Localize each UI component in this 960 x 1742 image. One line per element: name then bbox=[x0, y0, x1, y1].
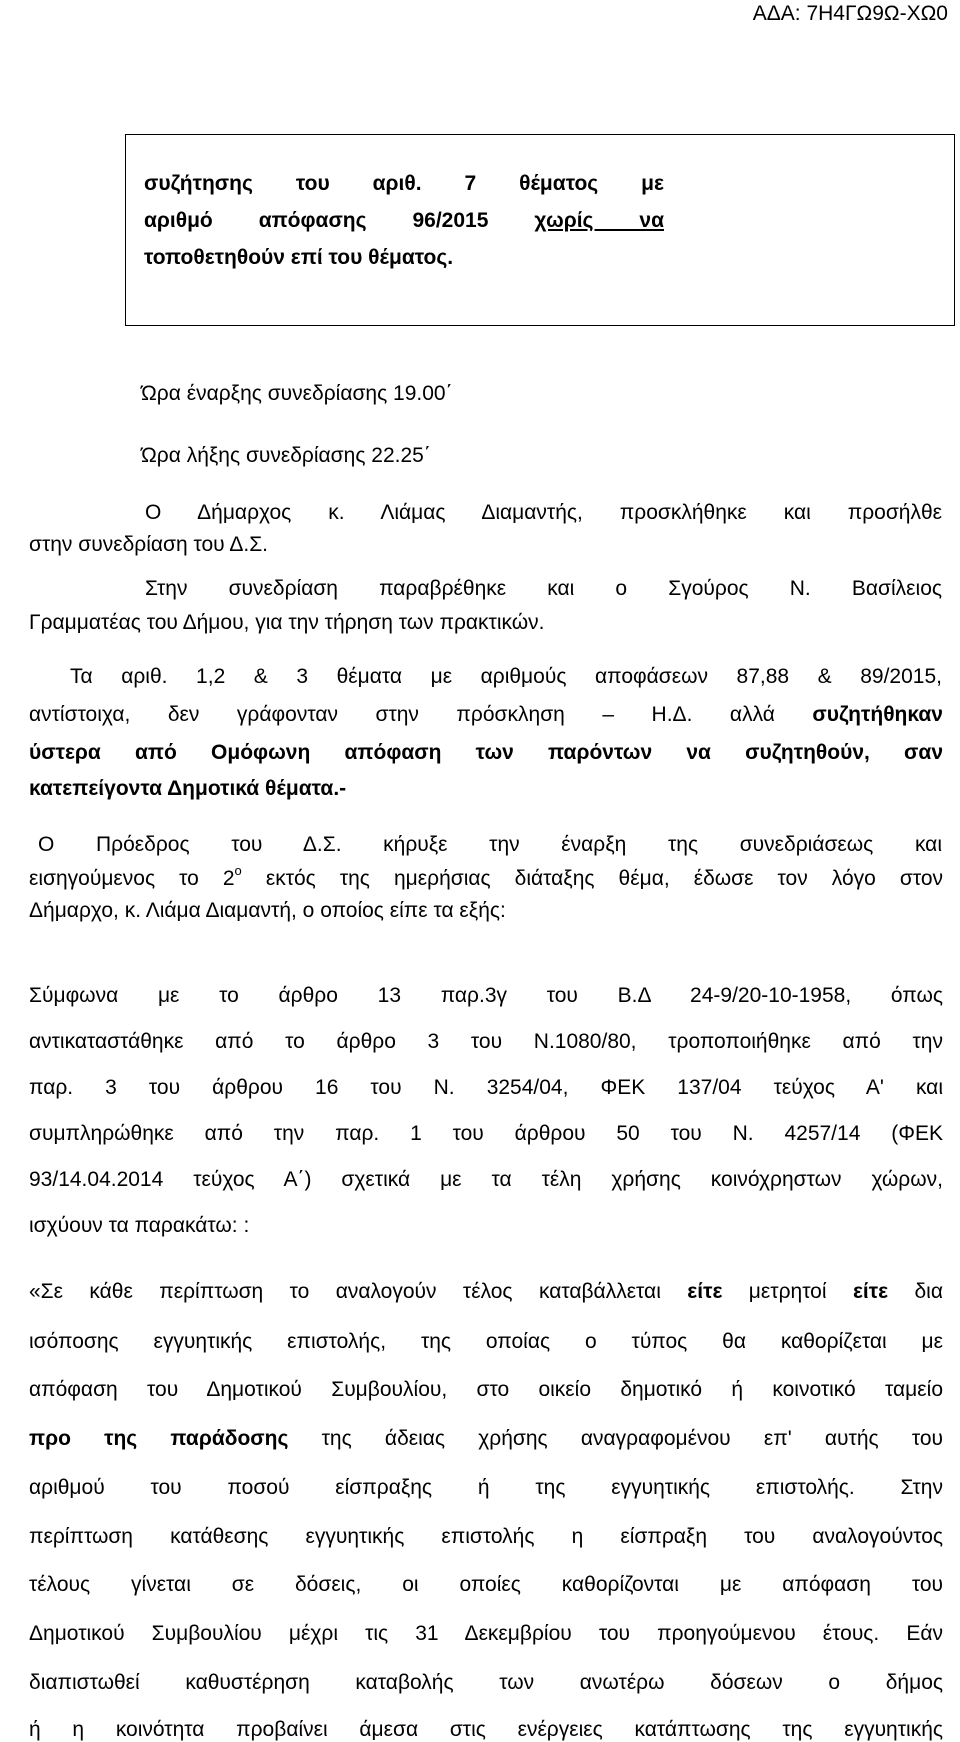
paragraph-line: απόφαση του Δημοτικού Συμβουλίου, στο οικείο δημοτικό ή κοινοτικό ταμείο bbox=[29, 1378, 943, 1401]
text-span: εισηγούμενος το 2 bbox=[29, 867, 235, 890]
bold-text: προ της παράδοσης bbox=[29, 1427, 289, 1450]
paragraph-line: αντικαταστάθηκε από το άρθρο 3 του Ν.1080/80, τροποποιήθηκε από την bbox=[29, 1030, 943, 1053]
box-line: τοποθετηθούν επί του θέματος. bbox=[144, 246, 454, 269]
paragraph-line: τέλους γίνεται σε δόσεις, οι οποίες καθορίζονται με απόφαση του bbox=[29, 1573, 943, 1596]
paragraph-line: Σύμφωνα με το άρθρο 13 παρ.3γ του Β.Δ 24-9/20-10-1958, όπως bbox=[29, 984, 943, 1007]
paragraph-line: περίπτωση κατάθεσης εγγυητικής επιστολής η είσπραξη του αναλογούντος bbox=[29, 1525, 943, 1548]
bold-text: είτε bbox=[852, 1280, 889, 1303]
paragraph-line: διαπιστωθεί καθυστέρηση καταβολής των ανωτέρω δόσεων ο δήμος bbox=[29, 1671, 943, 1694]
paragraph-line: Στην συνεδρίαση παραβρέθηκε και ο Σγούρος Ν. Βασίλειος bbox=[145, 577, 942, 600]
text-span: της άδειας χρήσης αναγραφομένου επ' αυτής του bbox=[288, 1427, 944, 1450]
text-span: αντίστοιχα, δεν γράφονταν στην πρόσκληση – Η.Δ. αλλά bbox=[29, 703, 813, 726]
superscript: ο bbox=[234, 863, 242, 878]
ada-identifier: ΑΔΑ: 7Η4ΓΩ9Ω-ΧΩ0 bbox=[752, 2, 948, 25]
paragraph-line: 93/14.04.2014 τεύχος Α΄) σχετικά με τα τέλη χρήσης κοινόχρηστων χώρων, bbox=[29, 1168, 943, 1191]
paragraph-line: Ο Πρόεδρος του Δ.Σ. κήρυξε την έναρξη της συνεδριάσεως και bbox=[38, 833, 942, 856]
paragraph-line: ισόποσης εγγυητικής επιστολής, της οποίας ο τύπος θα καθορίζεται με bbox=[29, 1330, 943, 1353]
paragraph-line: αριθμού του ποσού είσπραξης ή της εγγυητικής επιστολής. Στην bbox=[29, 1476, 943, 1499]
text-span: εκτός της ημερήσιας διάταξης θέμα, έδωσε τον λόγο στον bbox=[241, 867, 943, 890]
paragraph-line: Γραμματέας του Δήμου, για την τήρηση των πρακτικών. bbox=[29, 611, 545, 634]
bold-text: είτε bbox=[687, 1280, 723, 1303]
text-span: μετρητοί bbox=[722, 1280, 853, 1303]
paragraph-line: στην συνεδρίαση του Δ.Σ. bbox=[29, 533, 269, 556]
paragraph-line bbox=[29, 1427, 943, 1451]
paragraph-line: Δημοτικού Συμβουλίου μέχρι τις 31 Δεκεμβρίου του προηγούμενου έτους. Εάν bbox=[29, 1622, 943, 1645]
paragraph-line: ή η κοινότητα προβαίνει άμεσα στις ενέργειες κατάπτωσης της εγγυητικής bbox=[29, 1718, 943, 1741]
paragraph-line: παρ. 3 του άρθρου 16 του Ν. 3254/04, ΦΕΚ 137/04 τεύχος Α' και bbox=[29, 1076, 943, 1099]
paragraph-line: Δήμαρχο, κ. Λιάμα Διαμαντή, ο οποίος είπε τα εξής: bbox=[29, 899, 506, 922]
box-line-text: αριθμό απόφασης 96/2015 bbox=[144, 209, 535, 232]
box-line: συζήτησης του αριθ. 7 θέματος με bbox=[144, 172, 664, 195]
paragraph-line: ισχύουν τα παρακάτω: : bbox=[29, 1214, 250, 1237]
previous-text-box bbox=[125, 134, 955, 326]
box-underlined-text: χωρίς να bbox=[534, 209, 664, 232]
paragraph-line: ύστερα από Ομόφωνη απόφαση των παρόντων να συζητηθούν, σαν bbox=[29, 741, 943, 764]
paragraph-line bbox=[29, 863, 943, 891]
text-span: «Σε κάθε περίπτωση το αναλογούν τέλος καταβάλλεται bbox=[29, 1280, 688, 1303]
paragraph-line: Ο Δήμαρχος κ. Λιάμας Διαμαντής, προσκλήθηκε και προσήλθε bbox=[145, 501, 942, 524]
paragraph-line bbox=[29, 1280, 943, 1304]
session-start-time: Ώρα έναρξης συνεδρίασης 19.00΄ bbox=[141, 382, 453, 405]
text-span: δια bbox=[888, 1280, 943, 1303]
box-line bbox=[144, 209, 664, 233]
session-end-time: Ώρα λήξης συνεδρίασης 22.25΄ bbox=[141, 444, 431, 467]
bold-text: συζητήθηκαν bbox=[812, 703, 943, 726]
paragraph-line: κατεπείγοντα Δημοτικά θέματα.- bbox=[29, 777, 347, 800]
paragraph-line: συμπληρώθηκε από την παρ. 1 του άρθρου 50 του Ν. 4257/14 (ΦΕΚ bbox=[29, 1122, 943, 1145]
paragraph-line: Τα αριθ. 1,2 & 3 θέματα με αριθμούς αποφάσεων 87,88 & 89/2015, bbox=[70, 665, 942, 688]
paragraph-line bbox=[29, 703, 943, 727]
